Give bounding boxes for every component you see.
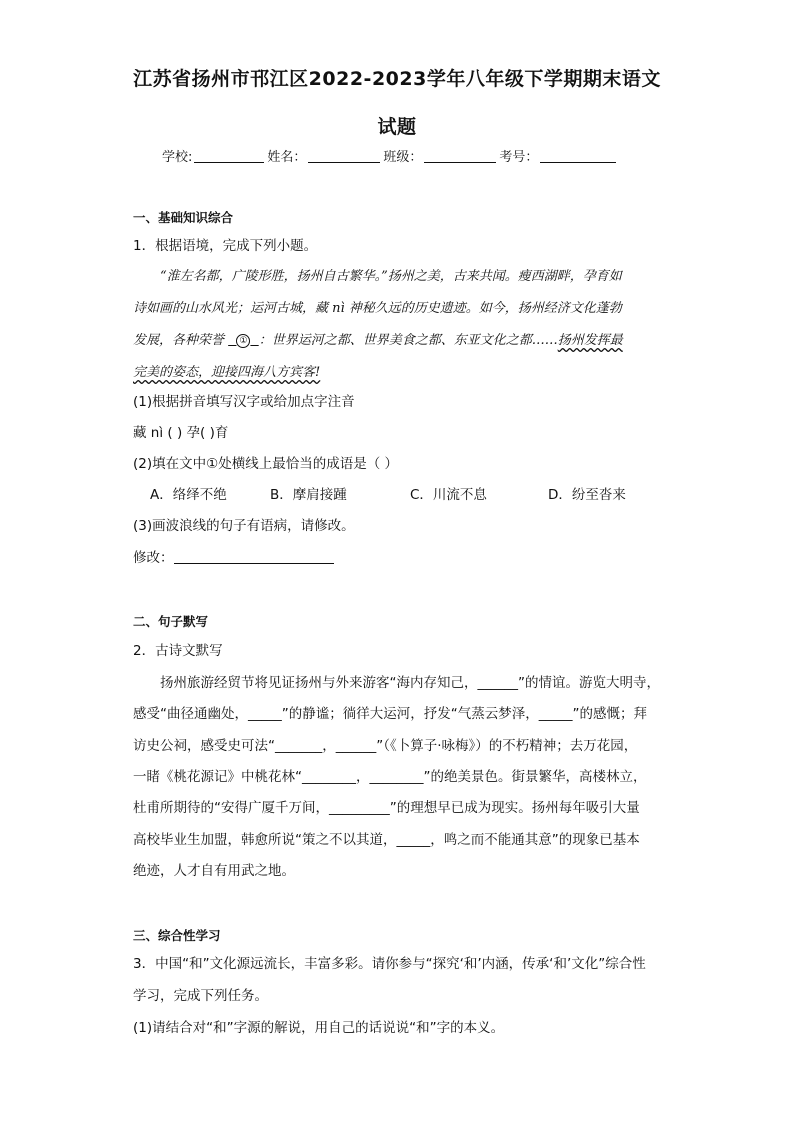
blank-1[interactable] [228,333,259,348]
section2-heading: 二、句子默写 [133,614,209,629]
option-b[interactable]: B．摩肩接踵 [270,487,347,503]
passage-line3-b: ：世界运河之都、世界美食之都、东亚文化之都…… [258,333,558,348]
school-blank[interactable] [194,149,264,163]
exam-title-line2: 试题 [377,116,417,138]
q2-text-line5: 杜甫所期待的“安得广厦千万间，_________”的理想早已成为现实。扬州每年吸引大量 [133,800,640,816]
q2-text-line1: 扬州旅游经贸节将见证扬州与外来游客“海内存知己，______”的情谊。游览大明寺， [160,675,660,691]
passage-line1: “淮左名都，广陵形胜，扬州自古繁华。”扬州之美，古来共闻。瘦西湖畔，孕育如 [160,269,622,284]
q2-stem: 2．古诗文默写 [133,643,223,659]
student-info-line [162,146,619,165]
name-blank[interactable] [308,149,380,163]
class-label: 班级： [383,150,423,165]
q3-stem-line2: 学习，完成下列任务。 [133,988,268,1004]
wavy-sentence-part1: 扬州发挥最 [557,333,623,348]
q1-stem: 1．根据语境，完成下列小题。 [133,238,318,254]
q3-stem-line1: 3．中国“和”文化源远流长，丰富多彩。请你参与“探究‘和’内涵，传承‘和’文化”综合性 [133,956,646,972]
section3-heading: 三、综合性学习 [133,928,221,943]
q2-text-line3: 访史公祠，感受史可法“_______，______”（《卜算子·咏梅》）的不朽精神；去万花园， [133,738,638,754]
revise-label: 修改： [133,550,174,566]
q2-text-line4: 一睹《桃花源记》中桃花林“________，________”的绝美景色。街景繁华，高楼林立， [133,769,647,785]
revise-answer-blank[interactable] [174,550,334,564]
sub-question-1-answer[interactable]: 藏 nì ( ) 孕( )育 [133,425,229,441]
revise-line [133,546,334,566]
passage-line4 [133,361,663,380]
sub-question-1: (1)根据拼音填写汉字或给加点字注音 [133,394,355,410]
blank-1-mark: ① [236,334,250,348]
id-label: 考号： [499,150,539,165]
section1-heading: 一、基础知识综合 [133,210,234,225]
wavy-sentence-part2: 完美的姿态，迎接四海八方宾客! [133,365,321,380]
passage-line2: 诗如画的山水风光；运河古城，藏 nì 神秘久远的历史遗迹。如今，扬州经济文化蓬勃 [133,301,622,316]
id-blank[interactable] [540,149,616,163]
class-blank[interactable] [424,149,496,163]
name-label: 姓名： [267,150,307,165]
q2-text-line2: 感受“曲径通幽处，_____”的静谧；徜徉大运河，抒发“气蒸云梦泽，_____”的感慨；拜 [133,706,647,722]
sub-question-3: (3)画波浪线的句子有语病，请修改。 [133,518,355,534]
option-a[interactable]: A．络绎不绝 [150,487,227,503]
q3-sub-question-1: (1)请结合对“和”字源的解说，用自己的话说说“和”字的本义。 [133,1020,505,1036]
school-label: 学校: [162,150,193,165]
sub-question-2: (2)填在文中①处横线上最恰当的成语是（ ） [133,456,399,472]
passage-line3-a: 发展，各种荣誉 [133,333,225,348]
option-d[interactable]: D．纷至沓来 [548,487,626,503]
exam-title-line1: 江苏省扬州市邗江区2022-2023学年八年级下学期期末语文 [133,68,661,90]
passage-line3 [133,329,663,348]
q2-text-line7: 绝迹，人才自有用武之地。 [133,863,295,879]
q2-text-line6: 高校毕业生加盟，韩愈所说“策之不以其道，_____，鸣之而不能通其意”的现象已基本 [133,832,640,848]
option-c[interactable]: C．川流不息 [410,487,487,503]
